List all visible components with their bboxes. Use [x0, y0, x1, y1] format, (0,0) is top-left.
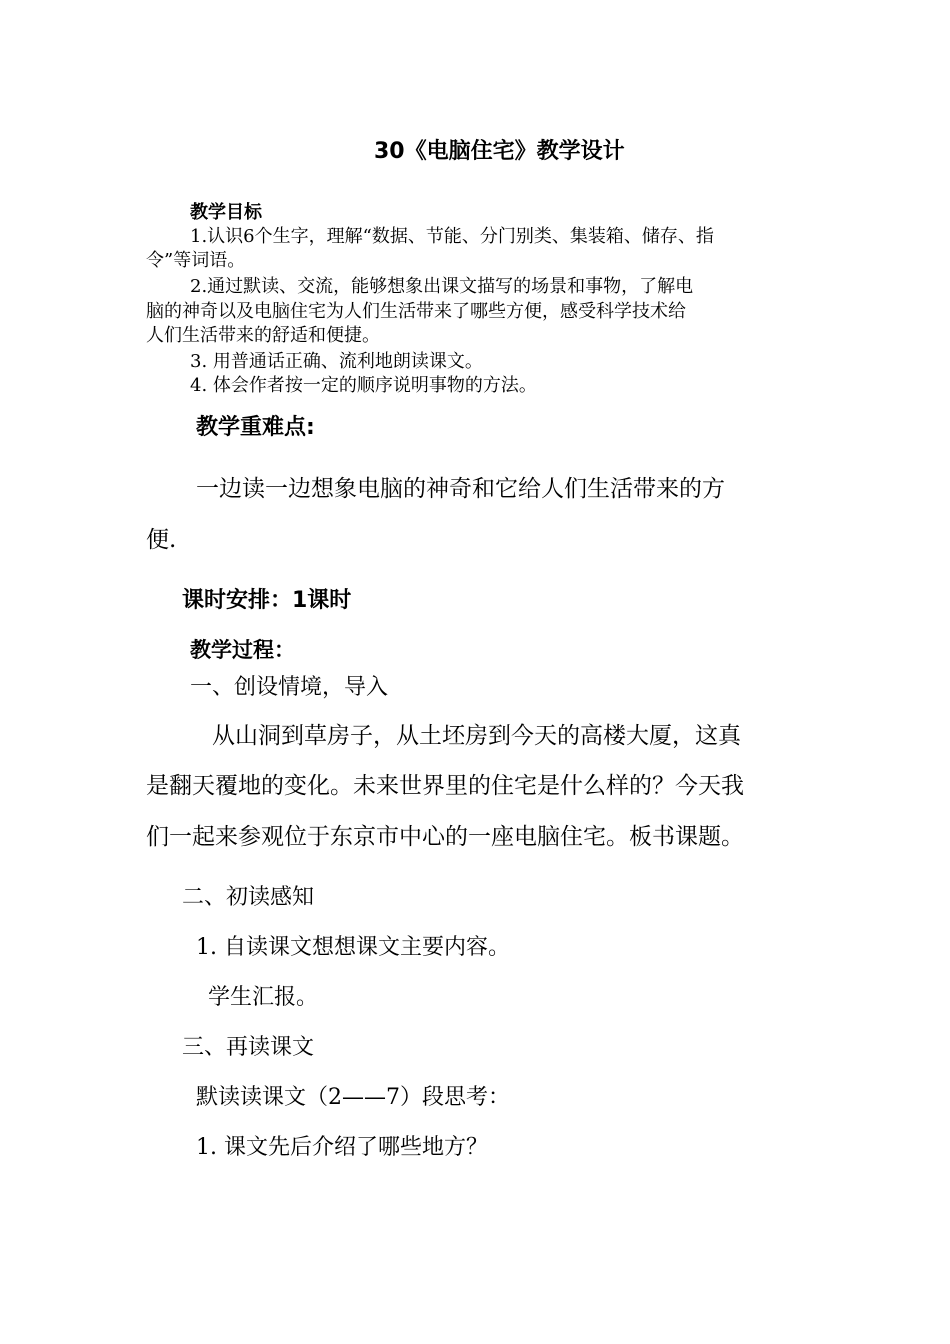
objective-2-line-3: 人们生活带来的舒适和便捷。 — [146, 325, 380, 346]
section-2-item-2: 学生汇报。 — [208, 985, 319, 1010]
section-2-item-1: 1. 自读课文想想课文主要内容。 — [196, 935, 510, 960]
objective-1-line-1: 1.认识6个生字，理解“数据、节能、分门别类、集装箱、储存、指 — [190, 226, 714, 247]
schedule: 课时安排：1课时 — [182, 588, 352, 613]
section-1-line-2: 是翻天覆地的变化。未来世界里的住宅是什么样的？今天我 — [146, 773, 744, 799]
process-heading: 教学过程： — [190, 638, 295, 662]
section-2-title: 二、初读感知 — [182, 885, 315, 910]
key-points-line-2: 便. — [146, 527, 177, 553]
key-points-heading: 教学重难点: — [196, 415, 315, 440]
key-points-line-1: 一边读一边想象电脑的神奇和它给人们生活带来的方 — [196, 476, 725, 502]
section-3-question-1: 1. 课文先后介绍了哪些地方？ — [196, 1135, 488, 1160]
objective-4: 4. 体会作者按一定的顺序说明事物的方法。 — [190, 375, 537, 396]
section-1-title: 一、创设情境，导入 — [190, 675, 389, 700]
objectives-heading: 教学目标 — [190, 202, 262, 223]
section-1-line-1: 从山洞到草房子，从土坯房到今天的高楼大厦，这真 — [212, 723, 741, 749]
objective-1-line-2: 令”等词语。 — [146, 250, 246, 271]
section-3-title: 三、再读课文 — [182, 1035, 315, 1060]
objective-3: 3. 用普通话正确、流利地朗读课文。 — [190, 351, 483, 372]
document-title: 30《电脑住宅》教学设计 — [374, 139, 625, 164]
section-1-line-3: 们一起来参观位于东京市中心的一座电脑住宅。板书课题。 — [146, 824, 744, 850]
section-3-intro: 默读读课文（2——7）段思考： — [196, 1085, 510, 1110]
objective-2-line-2: 脑的神奇以及电脑住宅为人们生活带来了哪些方便，感受科学技术给 — [146, 301, 686, 322]
objective-2-line-1: 2.通过默读、交流，能够想象出课文描写的场景和事物，了解电 — [190, 276, 694, 297]
